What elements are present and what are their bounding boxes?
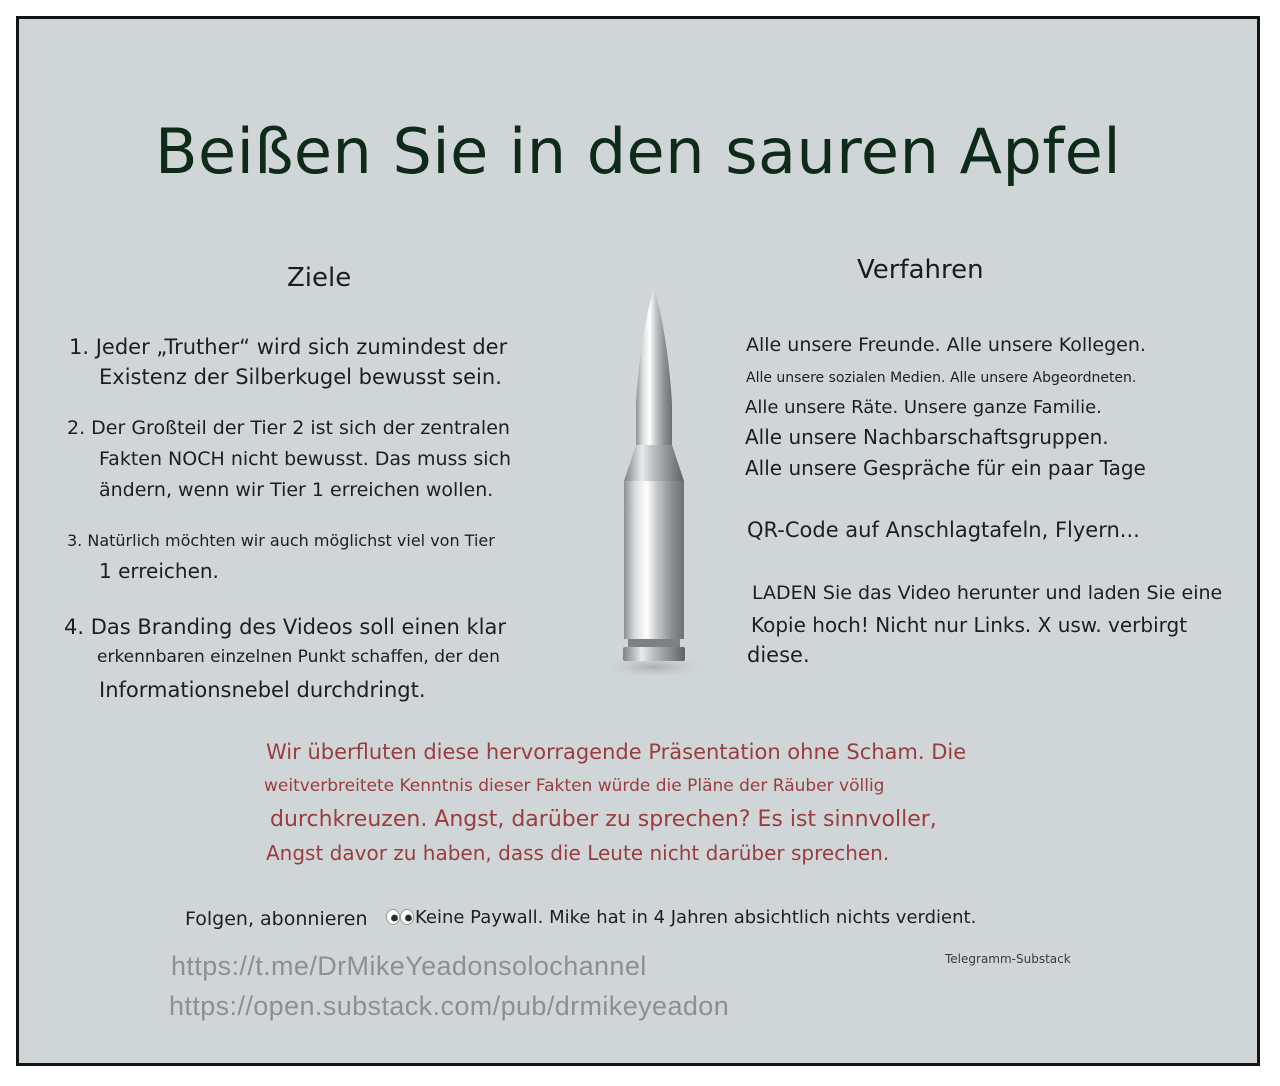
procedure-line-3: Alle unsere Räte. Unsere ganze Familie. [745, 397, 1102, 418]
procedure-line-1: Alle unsere Freunde. Alle unsere Kollegen. [746, 334, 1146, 356]
no-paywall-text: Keine Paywall. Mike hat in 4 Jahren absichtlich nichts verdient. [415, 907, 977, 928]
eyes-icon [385, 908, 415, 926]
page-title: Beißen Sie in den sauren Apfel [154, 115, 1122, 188]
goal-2-line-1: 2. Der Großteil der Tier 2 ist sich der zentralen [67, 417, 510, 439]
goal-1-line-1: 1. Jeder „Truther“ wird sich zumindest der [69, 335, 508, 359]
goal-3-line-1: 3. Natürlich möchten wir auch möglichst viel von Tier [67, 531, 495, 550]
goal-1-line-2: Existenz der Silberkugel bewusst sein. [99, 365, 502, 389]
procedure-line-4: Alle unsere Nachbarschaftsgruppen. [745, 425, 1109, 449]
substack-link[interactable]: https://open.substack.com/pub/drmikeyeadon [169, 991, 730, 1021]
silver-bullet-image [594, 285, 714, 689]
goal-4-line-2: erkennbaren einzelnen Punkt schaffen, der den [97, 647, 500, 667]
goal-2-line-2: Fakten NOCH nicht bewusst. Das muss sich [99, 448, 512, 470]
message-line-2: weitverbreitete Kenntnis dieser Fakten würde die Pläne der Räuber völlig [264, 776, 885, 796]
goals-heading: Ziele [287, 263, 352, 293]
procedure-line-2: Alle unsere sozialen Medien. Alle unsere Abgeordneten. [746, 370, 1137, 386]
download-line-3: diese. [747, 643, 810, 667]
goal-4-line-3: Informationsnebel durchdringt. [99, 678, 426, 702]
goal-3-line-2: 1 erreichen. [99, 559, 219, 583]
follow-subscribe-text: Folgen, abonnieren [185, 908, 368, 930]
message-line-4: Angst davor zu haben, dass die Leute nicht darüber sprechen. [266, 841, 890, 865]
poster-card [16, 16, 1260, 1066]
qr-code-line: QR-Code auf Anschlagtafeln, Flyern... [747, 518, 1140, 542]
download-line-2: Kopie hoch! Nicht nur Links. X usw. verbirgt [751, 613, 1188, 637]
procedure-heading: Verfahren [857, 255, 984, 285]
telegram-link[interactable]: https://t.me/DrMikeYeadonsolochannel [171, 951, 647, 981]
goal-4-line-1: 4. Das Branding des Videos soll einen klar [64, 615, 506, 639]
message-line-3: durchkreuzen. Angst, darüber zu sprechen? Es ist sinnvoller, [270, 807, 937, 832]
message-line-1: Wir überfluten diese hervorragende Präsentation ohne Scham. Die [266, 740, 967, 764]
goal-2-line-3: ändern, wenn wir Tier 1 erreichen wollen. [99, 479, 494, 501]
download-line-1: LADEN Sie das Video herunter und laden Sie eine [752, 582, 1223, 604]
telegram-substack-caption: Telegramm-Substack [945, 952, 1071, 966]
procedure-line-5: Alle unsere Gespräche für ein paar Tage [745, 456, 1146, 480]
